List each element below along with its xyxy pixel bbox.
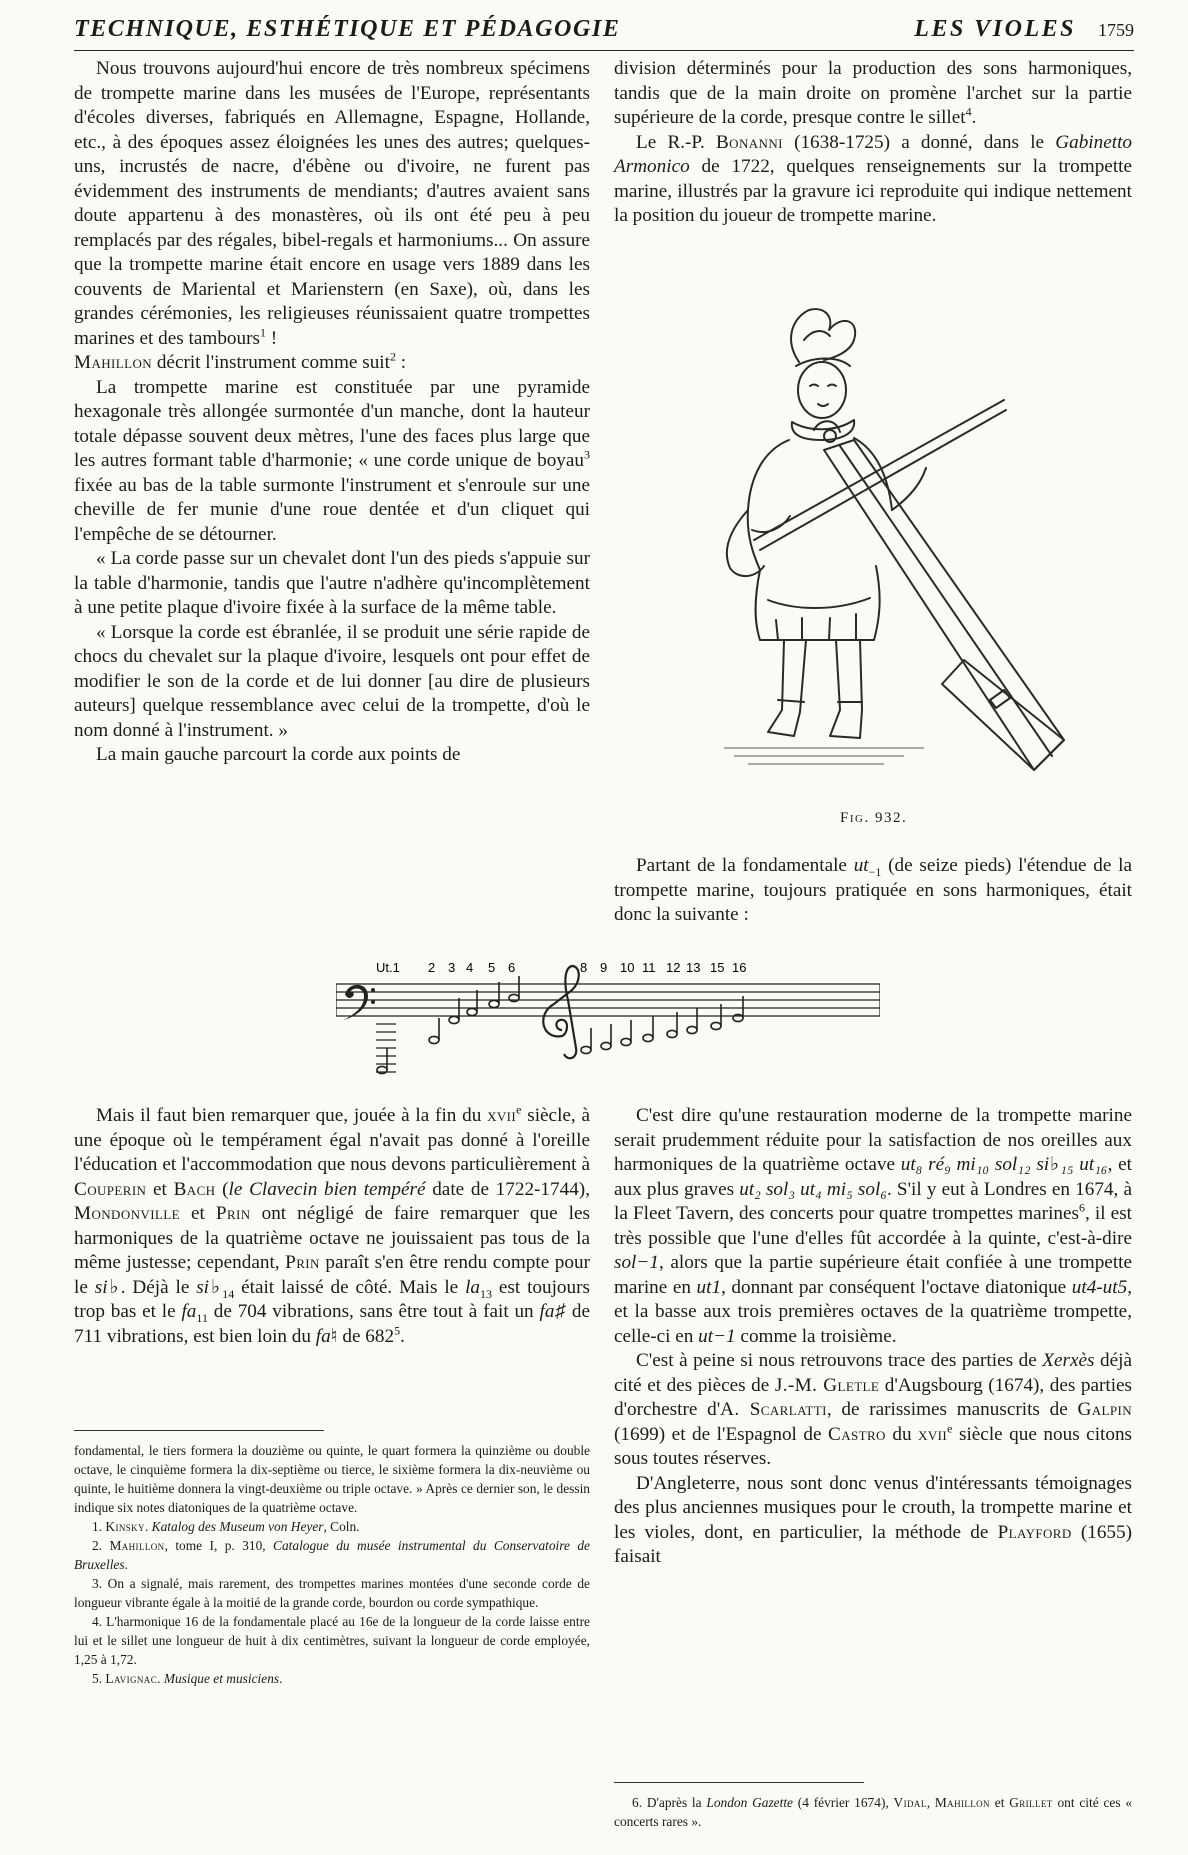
paragraph: « Lorsque la corde est ébranlée, il se produit une série rapide de chocs du chevalet sur la plaque d'ivoire, lesquels ont pour effet de modifier le son de la corde et de lui donner [au dire de plusieurs auteurs] quelque ressemblance avec celui de la trompette, d'où le nom donné à l'instrument. » <box>74 621 590 741</box>
harmonic-label: 12 <box>666 960 681 975</box>
column-top-right <box>614 57 1132 229</box>
harmonic-label: 16 <box>732 960 747 975</box>
column-top-right-continued <box>614 854 1132 928</box>
harmonic-label: 13 <box>686 960 701 975</box>
page-number: 1759 <box>1098 20 1134 40</box>
music-note <box>621 1038 631 1045</box>
paragraph: La trompette marine est constituée par une pyramide hexagonale très allongée surmontée d'un manche, dont la hauteur totale dépasse souvent deux mètres, l'une des faces plus large que les autres formant table d'harmonie; « une corde unique de boyau$^3$ fixée au bas de la table surmonte l'instrument et s'enroule sur une cheville de fer munie d'une roue dentée et d'un cliquet qui l'empêche de se détourner. <box>74 376 590 545</box>
column-bottom-right <box>614 1104 1132 1570</box>
paragraph: Partant de la fondamentale $ut_{-1}$ (de seize pieds) l'étendue de la trompette marine, toujours pratiquée en sons harmoniques, était donc la suivante : <box>614 855 1132 925</box>
bass-clef-icon <box>344 985 375 1020</box>
harmonic-label: 2 <box>428 960 436 975</box>
music-note <box>429 1036 439 1043</box>
treble-clef-icon <box>543 966 578 1058</box>
footnote-ref[interactable]: 1 <box>259 325 266 340</box>
music-note <box>601 1042 611 1049</box>
footnotes-right <box>614 1793 1132 1831</box>
footnote-6: 6. D'après la London Gazette (4 février 1674), Vidal, Mahillon et Grillet ont cité ces « concerts rares ». <box>614 1795 1133 1829</box>
footnote-ref[interactable]: 5 <box>394 1323 401 1338</box>
harmonic-label: 4 <box>466 960 474 975</box>
harmonic-label: 8 <box>580 960 588 975</box>
music-note <box>711 1022 721 1029</box>
paragraph: C'est dire qu'une restauration moderne de la trompette marine serait prudemment réduite pour la satisfaction de nos oreilles aux harmoniques de la quatrième octave ut₈ ré₉ mi₁₀ sol₁₂ si♭₁₅ ut₁₆, et aux plus graves ut₂ sol₃ ut₄ mi₅ sol₆. S'il y eut à Londres en 1674, à la Fleet Tavern, des concerts pour quatre trompettes marines$^6$, il est très possible que l'une d'elles fût accordée à la quinte, c'est-à-dire sol−1, alors que la partie supérieure était confiée à une trompette marine en ut1, donnant par conséquent l'octave diatonique ut4-ut5, et la basse aux trois premières octaves de la quatrième trompette, celle-ci en ut−1 comme la troisième. <box>614 1105 1133 1347</box>
running-header <box>74 14 1134 51</box>
footnote-1: 1. Kinsky. Katalog des Museum von Heyer, Coln. <box>92 1519 360 1534</box>
harmonic-label: 15 <box>710 960 725 975</box>
music-note <box>489 1000 499 1007</box>
harmonic-label: 3 <box>448 960 456 975</box>
paragraph: division déterminés pour la production des sons harmoniques, tandis que de la main droite on promène l'archet sur la partie supérieure de la corde, presque contre le sillet$^4$. <box>614 58 1132 128</box>
footnotes-left <box>74 1441 590 1688</box>
music-note <box>581 1046 591 1053</box>
harmonic-label: 11 <box>642 960 656 975</box>
music-note <box>449 1016 459 1023</box>
footnote-rule <box>74 1430 324 1431</box>
music-note <box>687 1026 697 1033</box>
footnote-ref[interactable]: 4 <box>965 104 972 119</box>
footnote-ref[interactable]: 2 <box>389 349 396 364</box>
footnote-rule <box>614 1782 864 1783</box>
music-note <box>667 1030 677 1037</box>
header-title-left: TECHNIQUE, ESTHÉTIQUE ET PÉDAGOGIE <box>74 16 621 42</box>
footnote-3: 3. On a signalé, mais rarement, des trompettes marines montées d'une seconde corde de longueur vibrante égale à la moitié de la grande corde, bourdon ou corde sympathique. <box>74 1576 590 1610</box>
footnote-2: 2. Mahillon, tome I, p. 310, Catalogue du musée instrumental du Conservatoire de Bruxelles. <box>74 1538 590 1572</box>
footnote-5: 5. Lavignac. Musique et musiciens. <box>92 1671 283 1686</box>
header-title-right: LES VIOLES <box>914 16 1076 42</box>
paragraph: Le R.-P. Bonanni (1638-1725) a donné, dans le Gabinetto Armonico de 1722, quelques renseignements sur la trompette marine, illustrés par la gravure ici reproduite qui indique nettement la position du joueur de trompette marine. <box>614 131 1132 226</box>
paragraph: Nous trouvons aujourd'hui encore de très nombreux spécimens de trompette marine dans les musées de l'Europe, représentants d'écoles diverses, fabriqués en Allemagne, Espagne, Hollande, etc., à des époques assez éloignées les unes des autres; quelques-uns, incrustés de nacre, d'ébène ou d'ivoire, ne furent pas évidemment des instruments de mendiants; d'autres avaient sans doute appartenu à des monastères, où ils ont été peu à peu remplacés par des régales, bibel-regals et harmoniums... On assure que la trompette marine était encore en usage vers 1889 dans les couvents de Mariental et Marienstern (en Saxe), où, dans les grandes cérémonies, les religieuses réunissaient quatre trompettes marines et des tambours$^1$ ! <box>74 58 590 349</box>
paragraph: La main gauche parcourt la corde aux points de <box>96 744 461 765</box>
column-bottom-left <box>74 1104 590 1349</box>
music-example-harmonics <box>336 960 880 1100</box>
music-note <box>643 1034 653 1041</box>
column-top-left <box>74 57 590 768</box>
footnote-ref[interactable]: 6 <box>1078 1200 1085 1215</box>
paragraph: Mais il faut bien remarquer que, jouée à la fin du xvii$^e$ siècle, à une époque où le tempérament égal n'avait pas donné à l'oreille l'éducation et l'accommodation que nous devons particulièrement à Couperin et Bach (le Clavecin bien tempéré date de 1722-1744), Mondonville et Prin ont négligé de faire remarquer que les harmoniques de la quatrième octave ne jouissaient pas tous de la même justesse; cependant, Prin paraît s'en être rendu compte pour le si♭. Déjà le $si♭_{14}$ était laissé de côté. Mais le $la_{13}$ est toujours trop bas et le $fa_{11}$ de 704 vibrations, sans être tout à fait un fa♯ de 711 vibrations, est bien loin du fa♮ de $682^5$. <box>74 1102 590 1347</box>
harmonic-label: 9 <box>600 960 608 975</box>
music-note <box>467 1008 477 1015</box>
paragraph: « La corde passe sur un chevalet dont l'un des pieds s'appuie sur la table d'harmonie, tandis que l'autre n'adhère qu'incomplètement à une petite plaque d'ivoire fixée à la surface de la même table. <box>74 548 590 618</box>
footnote-continued: fondamental, le tiers formera la douzième ou quinte, le quart formera la quinzième ou double octave, le cinquième formera la dix-septième ou tierce, le sixième formera la dix-neuvième ou quinte, le huitième donnera la vingt-deuxième ou triple octave. » Après ce dernier son, le dessin indique six notes diatoniques de la quatrième octave. <box>74 1443 590 1515</box>
harmonic-label: 6 <box>508 960 516 975</box>
paragraph: C'est à peine si nous retrouvons trace des parties de Xerxès déjà cité et des pièces de J.-M. Gletle d'Augsbourg (1674), des parties d'orchestre d'A. Scarlatti, de rarissimes manuscrits de Galpin (1699) et de l'Espagnol de Castro du xvii$^e$ siècle que nous citons sous toutes réserves. <box>614 1350 1133 1469</box>
harmonic-label: 10 <box>620 960 635 975</box>
paragraph: D'Angleterre, nous sont donc venus d'intéressants témoignages des plus anciennes musiques pour le crouth, la trompette marine et les violes, dont, en particulier, la méthode de Playford (1655) faisait <box>614 1472 1133 1567</box>
paragraph: Mahillon décrit l'instrument comme suit$^2$ : <box>74 349 407 373</box>
figure-caption: Fig. 932. <box>840 810 908 826</box>
harmonic-label: Ut.1 <box>376 960 400 975</box>
harmonic-label: 5 <box>488 960 496 975</box>
footnote-4: 4. L'harmonique 16 de la fondamentale placé au 16e de la longueur de la corde laisse entre lui et le sillet une longueur de huit à dix centimètres, suivant la longueur de corde employée, 1,25 à 1,72. <box>74 1614 590 1667</box>
figure-trompette-marine-player <box>664 300 1094 800</box>
footnote-ref[interactable]: 3 <box>584 447 590 462</box>
